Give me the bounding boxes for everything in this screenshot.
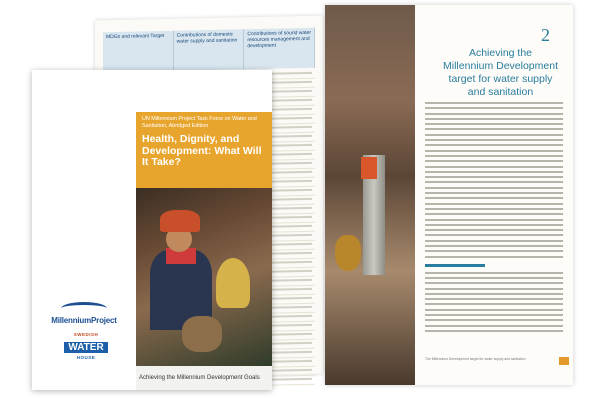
page-number-tab — [559, 357, 569, 365]
water-jar-shape — [182, 316, 222, 352]
cover-title-band — [136, 112, 272, 188]
cover-title: Health, Dignity, and Development: What Will It Take? — [142, 133, 262, 168]
section-heading — [425, 264, 485, 267]
cover-caption: Achieving the Millennium Development Goals — [136, 366, 272, 390]
headscarf-shape — [160, 210, 200, 232]
swedish-water-house-logo — [56, 332, 116, 360]
village-water-photo — [325, 5, 415, 385]
swedish-logo-top: SWEDISH — [73, 332, 99, 337]
table-header-water-resources: Contributions of sound water resources management and development — [244, 28, 315, 69]
globe-arc-icon — [61, 302, 107, 315]
swedish-logo-mid: WATER — [64, 342, 107, 353]
cover-subtitle: UN Millennium Project Task Force on Water and Sanitation, Abridged Edition — [142, 116, 257, 129]
millennium-project-logo — [38, 302, 130, 325]
swedish-logo-bottom: HOUSE — [76, 355, 96, 360]
table-header-mdg: MDGs and relevant Target — [103, 31, 174, 72]
right-page — [325, 5, 573, 385]
body-text-block — [425, 102, 563, 335]
page-footer: The Millennium Development target for water supply and sanitation — [425, 357, 526, 361]
millennium-project-logo-text: MillenniumProject — [51, 316, 117, 325]
table-header-row — [103, 28, 315, 72]
brass-pot-shape — [335, 235, 361, 271]
report-cover — [32, 70, 272, 390]
cover-photo — [136, 188, 272, 366]
chapter-number: 2 — [541, 25, 550, 45]
chapter-title: Achieving the Millennium Development target for water supply and sanitation — [443, 47, 558, 98]
jerrycan-shape — [361, 157, 377, 179]
table-header-water-supply: Contributions of domestic water supply and sanitation — [174, 29, 245, 70]
child-figure-shape — [216, 258, 250, 308]
cover-top-blank — [136, 70, 272, 112]
